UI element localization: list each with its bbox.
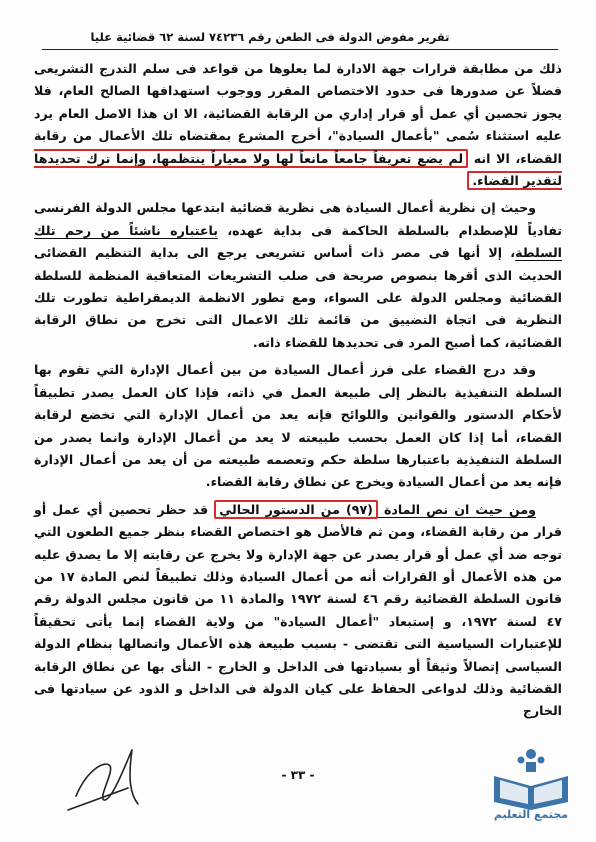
paragraph [34, 499, 562, 723]
text-segment: وحيث إن نظرية أعمال السيادة هى نظرية قضائية ابتدعها مجلس الدولة الفرنسى تفادياً للإصطدام بالسلطة الحاكمة فى بداية عهده، [34, 200, 562, 238]
text-segment: قد حظر تحصين أي عمل أو قرار من رقابة القضاء، ومن ثم فالأصل هو اختصاص القضاء بنظر جميع الطعون التي توجه ضد أي عمل أو قرار يصدر عن جهة الإدارة ولا يخرج عن رقابته إلا ما يصدق عليه من هذه الأعمال أو القرارات أنه من أعمال السيادة وذلك تطبيقاً لنص المادة ١٧ من قانون السلطة القضائية رقم ٤٦ لسنة ١٩٧٢ والمادة ١١ من قانون مجلس الدولة رقم ٤٧ لسنة ١٩٧٢، و إستبعاد "أعمال السيادة" من ولاية القضاء إنما يأتى تحقيقاً للإعتبارات السياسية التى تقتضى - بسبب طبيعة هذه الأعمال واتصالها بنظام الدولة السياسى إتصالاً وثيقاً أو بسيادتها فى الداخل و الخارج - النأى بها عن نطاق الرقابة القضائية وذلك لدواعى الحفاظ على كيان الدولة فى الداخل و الذود عن سيادتها فى الخارج [34, 501, 562, 719]
paragraph [34, 58, 562, 192]
highlighted-text: لم يضع تعريفاً جامعاً مانعاً لها ولا معياراً ينتظمها، وإنما ترك تحديدها لتقدير القضاء. [34, 150, 562, 189]
page-header: تقرير مفوض الدولة فى الطعن رقم ٧٤٢٣٦ لسنة ٦٢ قضائية عليا [90, 30, 450, 44]
text-segment: ، إلا أنها فى مصر ذات أساس تشريعى يرجع الى بداية التنظيم القضائى الحديث الذى أقرها بنصوص صريحة فى صلب التشريعات المتعاقبة المنظمة للسلطة القضائية ومجلس الدولة على السواء، ومع تطور الانظمة الديمقراطية تطورت تلك النظرية فى اتجاة التضييق من قائمة تلك الاعمال التى تخرج من نطاق الرقابة القضائية، كما أصبح المرد فى تحديدها للقضاء ذاته. [34, 245, 562, 350]
paragraph [34, 197, 562, 354]
book-graduation-icon [476, 742, 586, 812]
text-segment: وقد درج القضاء على فرز أعمال السيادة من بين أعمال الإدارة التي تقوم بها السلطة التنفيذية بالنظر إلى طبيعة العمل في ذاته، فإذا كان العمل يصدر تطبيقاً لأحكام الدستور والقوانين واللوائح فإنه يعد من أعمال الإدارة التي تخضع لرقابة القضاء، أما إذا كان العمل بحسب طبيعته لا يعد من أعمال الإدارة وانما يصدر من السلطة التنفيذية باعتبارها سلطة حكم وتعصمه طبيعته من أن يعد من أعمال الإدارة فإنه يعد من أعمال السيادة ويخرج عن نطاق رقابة القضاء. [34, 362, 562, 490]
header-rule [42, 49, 558, 50]
paragraph [34, 359, 562, 493]
logo-text: مجتمع التعليم [493, 808, 569, 821]
highlighted-text: (٩٧) من الدستور الحالي [214, 500, 378, 519]
logo [476, 742, 586, 834]
page-number: - ٣٣ - [281, 768, 315, 782]
body-text [34, 58, 562, 723]
underlined-text: باعتباره ناشئاً من رحم تلك السلطة [34, 222, 562, 261]
underlined-text: ومن حيث ان نص المادة [377, 501, 536, 517]
text-segment: ذلك من مطابقة قرارات جهة الادارة لما يعلوها من قواعد فى سلم التدرج التشريعى فضلاً عن صدورها فى حدود الاختصاص المقرر ووجوب استهدافها الصالح العام، فلا يجوز تحصين أي عمل أو قرار إداري من الرقابة القضائية، الا ان هذا الاصل العام يرد عليه استثناء سُمى "بأعمال السيادة"، أخرج المشرع بمقتضاه تلك الأعمال من رقابة القضاء، الا انه [34, 61, 562, 166]
handwritten-signature [58, 738, 188, 818]
